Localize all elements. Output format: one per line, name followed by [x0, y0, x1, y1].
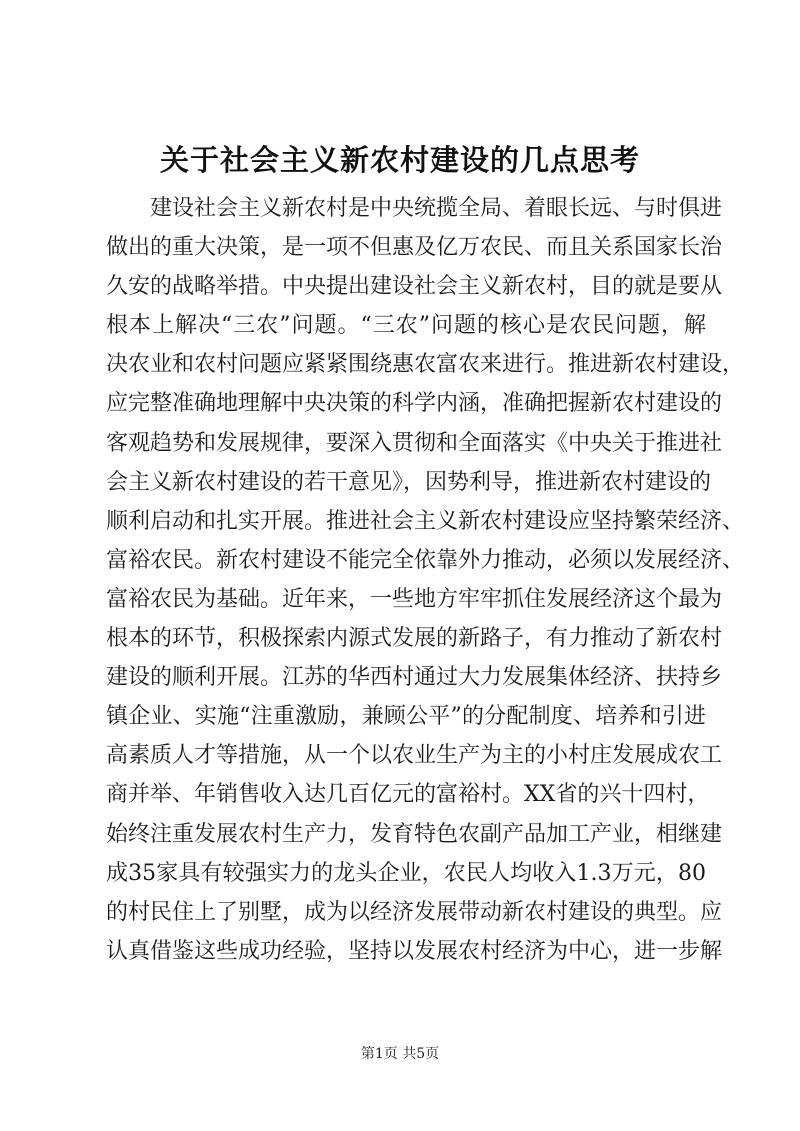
body-line: 久安的战略举措。中央提出建设社会主义新农村，目的就是要从: [106, 274, 723, 300]
body-line: 富裕农民为基础。近年来，一些地方牢牢抓住发展经济这个最为: [106, 586, 723, 612]
body-line: 镇企业、实施“注重激励，兼顾公平”的分配制度、培养和引进: [106, 704, 706, 730]
body-line: 根本的环节，积极探索内源式发展的新路子，有力推动了新农村: [106, 626, 723, 652]
body-line: 根本上解决“三农”问题。“三农”问题的核心是农民问题，解: [106, 313, 706, 339]
body-line: 会主义新农村建设的若干意见》，因势利导，推进新农村建设的: [106, 469, 712, 495]
body-line: 顺利启动和扎实开展。推进社会主义新农村建设应坚持繁荣经济、: [106, 508, 745, 534]
body-line: 决农业和农村问题应紧紧围绕惠农富农来进行。推进新农村建设，: [106, 352, 745, 378]
body-line: 成35家具有较强实力的龙头企业，农民人均收入1.3万元，80: [106, 860, 706, 886]
body-line: 富裕农民。新农村建设不能完全依靠外力推动，必须以发展经济、: [106, 547, 745, 573]
page-footer: 第1页 共5页: [360, 1046, 440, 1062]
body-line: 始终注重发展农村生产力，发育特色农副产品加工产业，相继建: [106, 821, 723, 847]
body-line: 做出的重大决策，是一项不但惠及亿万农民、而且关系国家长治: [106, 235, 723, 261]
document-body: [106, 189, 745, 971]
body-line: 高素质人才等措施，从一个以农业生产为主的小村庄发展成农工: [106, 743, 723, 769]
body-line: 应完整准确地理解中央决策的科学内涵，准确把握新农村建设的: [106, 391, 723, 417]
body-line: 建设的顺利开展。江苏的华西村通过大力发展集体经济、扶持乡: [106, 665, 723, 691]
body-line: 商并举、年销售收入达几百亿元的富裕村。XX省的兴十四村，: [106, 782, 710, 808]
body-line: 的村民住上了别墅，成为以经济发展带动新农村建设的典型。应: [106, 899, 723, 925]
body-line: 客观趋势和发展规律，要深入贯彻和全面落实《中央关于推进社: [106, 430, 723, 456]
body-line: 认真借鉴这些成功经验，坚持以发展农村经济为中心，进一步解: [106, 938, 723, 964]
document-title: 关于社会主义新农村建设的几点思考: [159, 143, 640, 177]
body-line: 建设社会主义新农村是中央统揽全局、着眼长远、与时俱进: [150, 196, 723, 221]
